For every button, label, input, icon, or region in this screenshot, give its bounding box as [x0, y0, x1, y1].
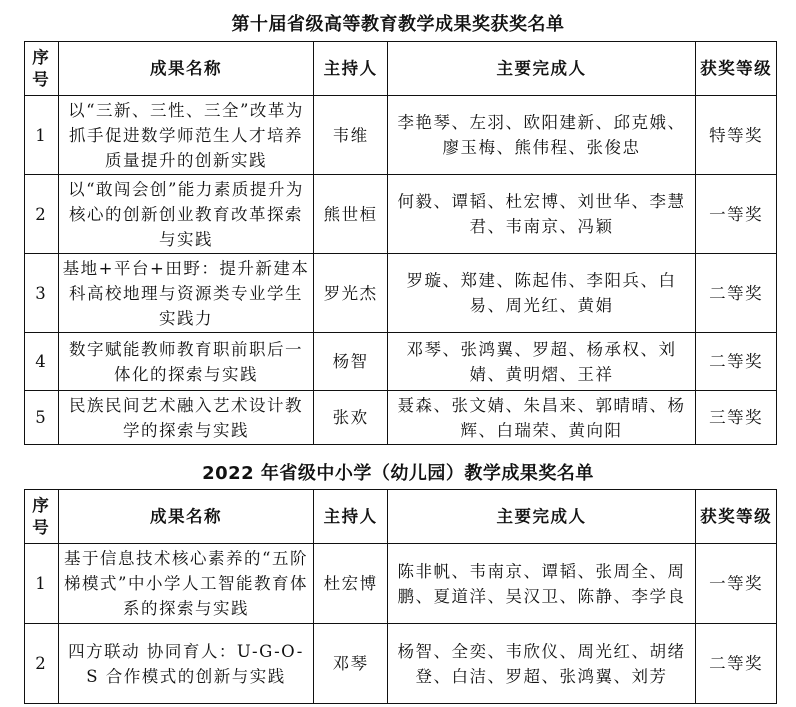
header-members: 主要完成人 — [387, 490, 695, 544]
table1-title: 第十届省级高等教育教学成果奖获奖名单 — [231, 14, 565, 35]
row-no: 5 — [25, 391, 59, 445]
row-host: 杨智 — [314, 333, 387, 391]
row-award-level: 二等奖 — [696, 333, 777, 391]
table-row — [25, 333, 777, 391]
row-award-level: 特等奖 — [696, 96, 777, 175]
row-project-name: 以“敢闯会创”能力素质提升为核心的创新创业教育改革探索与实践 — [58, 175, 314, 254]
header-no: 序号 — [25, 490, 59, 544]
row-no: 2 — [25, 175, 59, 254]
row-no: 4 — [25, 333, 59, 391]
row-members: 杨智、全奕、韦欣仪、周光红、胡绪登、白洁、罗超、张鸿翼、刘芳 — [387, 624, 695, 704]
row-no: 1 — [25, 96, 59, 175]
table-row — [25, 391, 777, 445]
row-host: 韦维 — [314, 96, 387, 175]
row-no: 1 — [25, 544, 59, 624]
table-header-row — [25, 42, 777, 96]
row-members: 陈非帆、韦南京、谭韬、张周全、周鹏、夏道洋、吴汉卫、陈静、李学良 — [387, 544, 695, 624]
row-award-level: 一等奖 — [696, 544, 777, 624]
row-members: 李艳琴、左羽、欧阳建新、邱克娥、廖玉梅、熊伟程、张俊忠 — [387, 96, 695, 175]
row-members: 罗璇、郑建、陈起伟、李阳兵、白易、周光红、黄娟 — [387, 254, 695, 333]
row-host: 罗光杰 — [314, 254, 387, 333]
row-project-name: 基于信息技术核心素养的“五阶梯模式”中小学人工智能教育体系的探索与实践 — [58, 544, 314, 624]
row-host: 杜宏博 — [314, 544, 387, 624]
row-project-name: 以“三新、三性、三全”改革为抓手促进数学师范生人才培养质量提升的创新实践 — [58, 96, 314, 175]
row-no: 2 — [25, 624, 59, 704]
header-level: 获奖等级 — [696, 490, 777, 544]
row-award-level: 二等奖 — [696, 254, 777, 333]
table-row — [25, 254, 777, 333]
row-host: 邓琴 — [314, 624, 387, 704]
header-no: 序号 — [25, 42, 59, 96]
header-name: 成果名称 — [58, 42, 314, 96]
header-host: 主持人 — [314, 42, 387, 96]
header-level: 获奖等级 — [696, 42, 777, 96]
row-host: 张欢 — [314, 391, 387, 445]
row-project-name: 四方联动 协同育人：U-G-O-S 合作模式的创新与实践 — [58, 624, 314, 704]
row-award-level: 二等奖 — [696, 624, 777, 704]
row-project-name: 民族民间艺术融入艺术设计教学的探索与实践 — [58, 391, 314, 445]
row-members: 何毅、谭韬、杜宏博、刘世华、李慧君、韦南京、冯颖 — [387, 175, 695, 254]
row-award-level: 三等奖 — [696, 391, 777, 445]
award-table-higher-education — [24, 41, 777, 445]
row-no: 3 — [25, 254, 59, 333]
table-row — [25, 96, 777, 175]
row-project-name: 基地+平台+田野：提升新建本科高校地理与资源类专业学生实践力 — [58, 254, 314, 333]
row-host: 熊世桓 — [314, 175, 387, 254]
header-name: 成果名称 — [58, 490, 314, 544]
row-project-name: 数字赋能教师教育职前职后一体化的探索与实践 — [58, 333, 314, 391]
header-members: 主要完成人 — [387, 42, 695, 96]
table-header-row — [25, 490, 777, 544]
row-award-level: 一等奖 — [696, 175, 777, 254]
table-row — [25, 175, 777, 254]
table2-title: 2022 年省级中小学（幼儿园）教学成果奖名单 — [202, 463, 594, 484]
table-row — [25, 544, 777, 624]
header-host: 主持人 — [314, 490, 387, 544]
award-table-primary-secondary — [24, 489, 777, 704]
table-row — [25, 624, 777, 704]
row-members: 邓琴、张鸿翼、罗超、杨承权、刘婧、黄明熠、王祥 — [387, 333, 695, 391]
row-members: 聂森、张文婧、朱昌来、郭晴晴、杨辉、白瑞荣、黄向阳 — [387, 391, 695, 445]
